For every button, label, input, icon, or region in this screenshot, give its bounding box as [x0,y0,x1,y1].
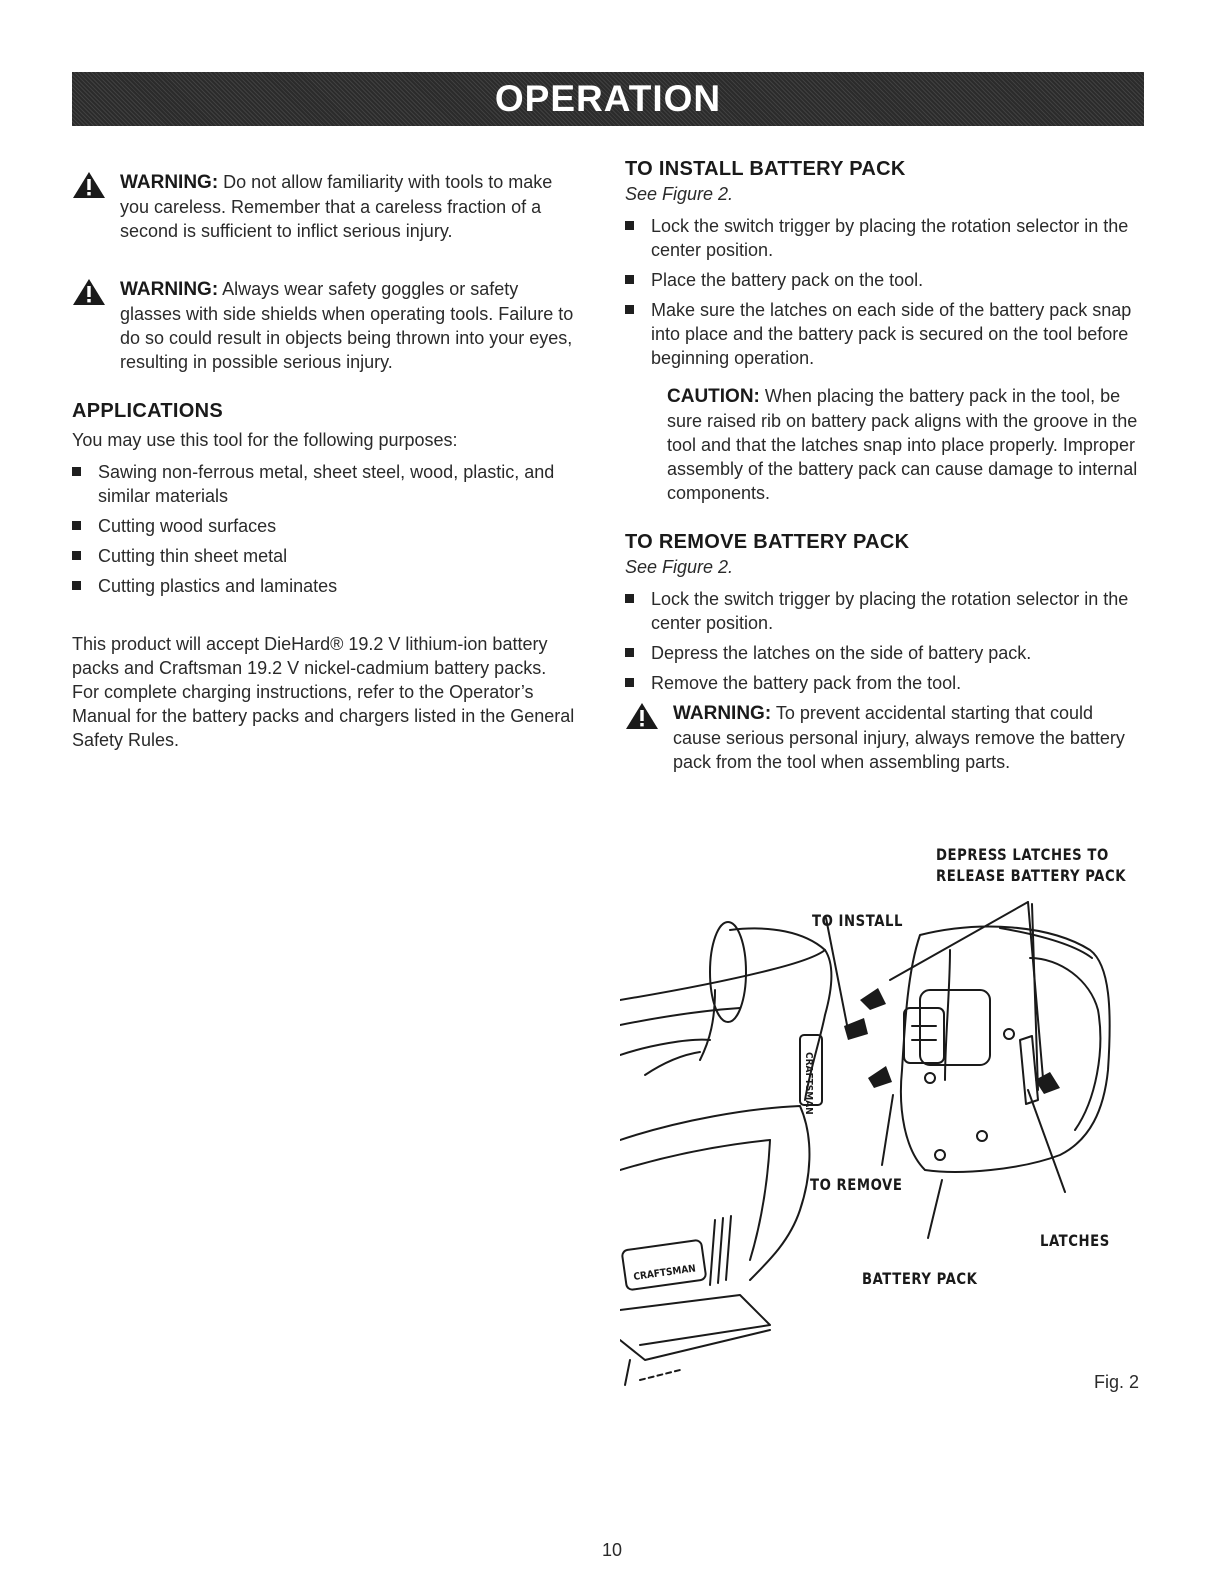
list-item: Remove the battery pack from the tool. [625,671,1145,695]
battery-compatibility [72,632,582,752]
left-column [72,170,582,752]
caution-label: CAUTION: [667,386,760,407]
remove-heading: TO REMOVE BATTERY PACK [625,531,910,553]
applications-heading: APPLICATIONS [72,400,224,422]
page-title: OPERATION [494,78,722,119]
list-item: Cutting plastics and laminates [72,574,582,598]
install-figure-ref: See Figure 2. [625,184,734,204]
warning-triangle-icon [72,171,106,199]
compatibility-paragraph: This product will accept DieHard® 19.2 V lithium-ion battery packs and Craftsman 19.2 V nickel-cadmium battery packs. [72,634,548,678]
warning-remove-pack [625,701,1145,774]
warning-label: WARNING: [120,279,219,300]
remove-steps [625,587,1145,695]
page-number: 10 [601,1540,623,1560]
label-latches: LATCHES [1040,1231,1110,1250]
warning-goggles [72,277,582,374]
right-column [625,156,1145,774]
figure-2 [620,840,1144,1400]
warning-familiarity [72,170,582,243]
applications-intro: You may use this tool for the following purposes: [72,430,458,450]
label-depress-line1: DEPRESS LATCHES TO [936,845,1109,864]
warning-label: WARNING: [673,703,772,724]
brand-plate-text: CRAFTSMAN [632,1263,697,1283]
section-banner [72,72,1144,126]
label-depress-latches [936,844,1126,886]
caution-text: When placing the battery pack in the tool, be sure raised rib on battery pack aligns with the groove in the tool and that the latches snap into place properly. Improper assembly of the battery pack can cause damage to internal components. [667,386,1138,503]
list-item: Lock the switch trigger by placing the rotation selector in the center position. [625,587,1145,635]
label-to-install: TO INSTALL [812,911,903,930]
warning-text: To prevent accidental starting that could cause serious personal injury, always remove the battery pack from the tool when assembling parts. [673,703,1125,772]
install-heading: TO INSTALL BATTERY PACK [625,158,906,180]
warning-text: Do not allow familiarity with tools to make you careless. Remember that a careless fraction of a second is sufficient to inflict serious injury. [120,172,553,241]
list-item: Make sure the latches on each side of the battery pack snap into place and the battery pack is secured on the tool before beginning operation. [625,298,1145,370]
install-steps [625,214,1145,370]
brand-mark-text: CRAFTSMAN [803,1052,814,1115]
list-item: Cutting wood surfaces [72,514,582,538]
caution-block [625,384,1145,505]
warning-text: Always wear safety goggles or safety glasses with side shields when operating tools. Failure to do so could result in objects being thrown into your eyes, resulting in possible serious injury. [120,279,574,372]
label-to-remove: TO REMOVE [810,1175,903,1194]
list-item: Lock the switch trigger by placing the rotation selector in the center position. [625,214,1145,262]
charging-paragraph: For complete charging instructions, refer to the Operator’s Manual for the battery packs and chargers listed in the General Safety Rules. [72,682,575,750]
list-item: Depress the latches on the side of battery pack. [625,641,1145,665]
list-item: Place the battery pack on the tool. [625,268,1145,292]
warning-triangle-icon [72,278,106,306]
warning-label: WARNING: [120,172,219,193]
remove-figure-ref: See Figure 2. [625,557,734,577]
figure-caption: Fig. 2 [1094,1372,1140,1392]
list-item: Sawing non-ferrous metal, sheet steel, wood, plastic, and similar materials [72,460,582,508]
label-depress-line2: RELEASE BATTERY PACK [936,866,1127,885]
label-battery-pack: BATTERY PACK [862,1269,978,1288]
applications-list [72,460,582,598]
warning-triangle-icon [625,702,659,730]
list-item: Cutting thin sheet metal [72,544,582,568]
